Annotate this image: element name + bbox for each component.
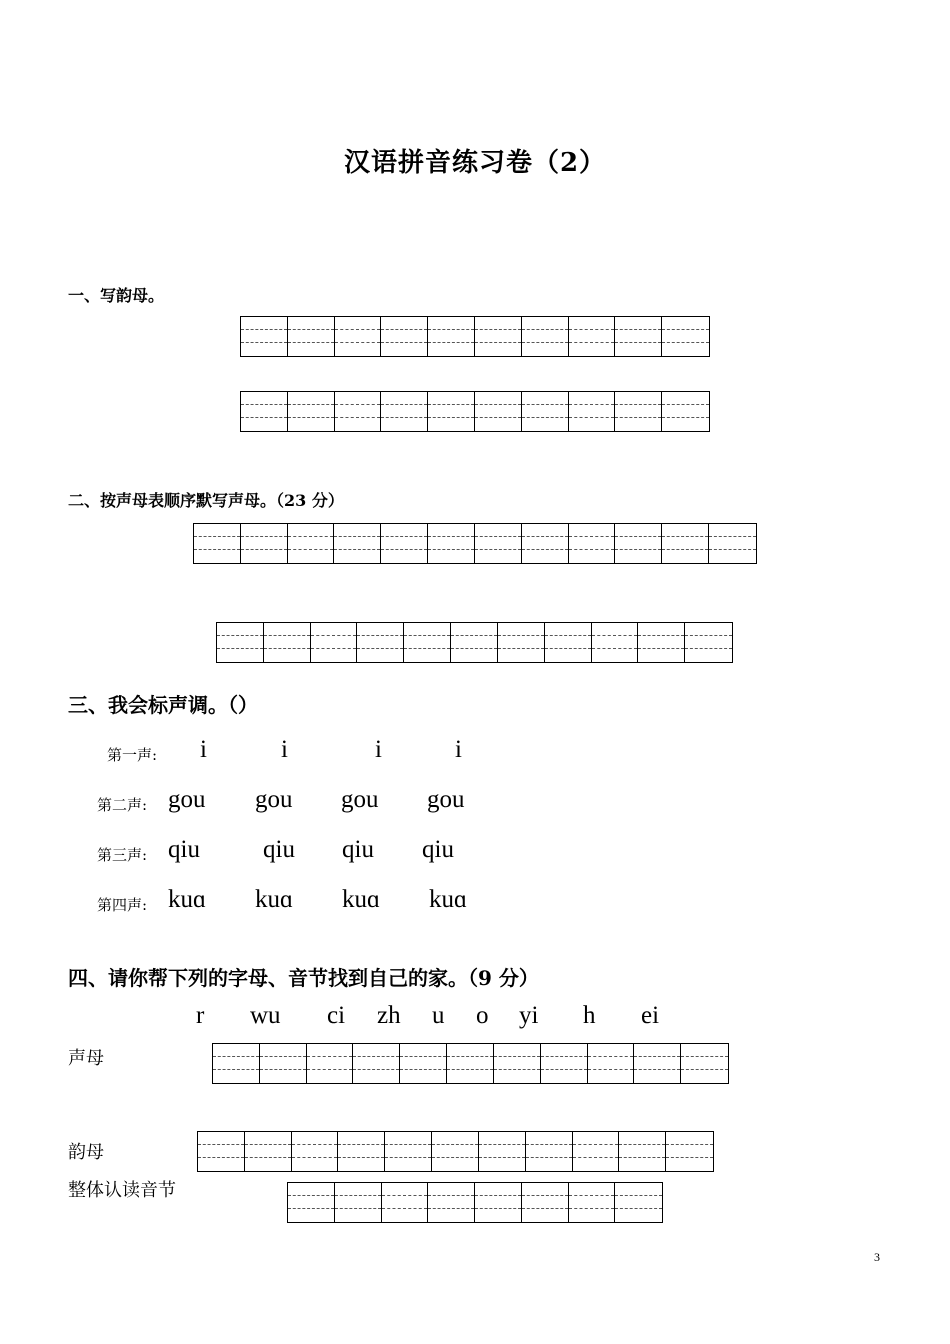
writing-cell[interactable] <box>292 1132 339 1171</box>
finals-label: 韵母 <box>68 1142 104 1163</box>
writing-cell[interactable] <box>592 623 639 662</box>
pinyin-item: i <box>281 736 288 763</box>
initials-grid[interactable] <box>212 1043 729 1084</box>
finals-grid[interactable] <box>197 1131 714 1172</box>
writing-cell[interactable] <box>198 1132 245 1171</box>
writing-cell[interactable] <box>666 1132 713 1171</box>
writing-cell[interactable] <box>522 1183 569 1222</box>
sort-letter: ei <box>641 1002 660 1029</box>
pinyin-item: i <box>455 736 462 763</box>
tone-row-label: 第一声: <box>107 746 158 764</box>
writing-cell[interactable] <box>288 317 335 356</box>
writing-cell[interactable] <box>634 1044 681 1083</box>
section-2-heading: 二、按声母表顺序默写声母。（23 分） <box>68 491 344 510</box>
writing-cell[interactable] <box>475 1183 522 1222</box>
writing-cell[interactable] <box>432 1132 479 1171</box>
writing-grid[interactable] <box>193 523 757 564</box>
writing-cell[interactable] <box>241 317 288 356</box>
writing-cell[interactable] <box>288 392 335 431</box>
pinyin-item: gou <box>255 786 293 813</box>
writing-cell[interactable] <box>615 1183 662 1222</box>
writing-cell[interactable] <box>335 317 382 356</box>
writing-cell[interactable] <box>381 392 428 431</box>
whole-syllables-grid[interactable] <box>287 1182 663 1223</box>
writing-cell[interactable] <box>475 392 522 431</box>
pinyin-item: kuɑ <box>255 886 294 913</box>
writing-cell[interactable] <box>307 1044 354 1083</box>
writing-cell[interactable] <box>428 317 475 356</box>
writing-cell[interactable] <box>260 1044 307 1083</box>
writing-cell[interactable] <box>526 1132 573 1171</box>
writing-cell[interactable] <box>241 392 288 431</box>
page-number: 3 <box>874 1250 880 1264</box>
writing-cell[interactable] <box>522 317 569 356</box>
writing-grid[interactable] <box>240 391 710 432</box>
writing-cell[interactable] <box>288 1183 335 1222</box>
writing-cell[interactable] <box>385 1132 432 1171</box>
writing-cell[interactable] <box>638 623 685 662</box>
tone-row-label: 第二声: <box>97 796 148 814</box>
pinyin-item: kuɑ <box>342 886 381 913</box>
pinyin-item: kuɑ <box>429 886 468 913</box>
writing-cell[interactable] <box>681 1044 728 1083</box>
writing-cell[interactable] <box>619 1132 666 1171</box>
writing-cell[interactable] <box>194 524 241 563</box>
writing-cell[interactable] <box>475 317 522 356</box>
writing-cell[interactable] <box>479 1132 526 1171</box>
initials-label: 声母 <box>68 1048 104 1069</box>
sort-letter: h <box>583 1002 596 1029</box>
sort-letter: u <box>432 1002 445 1029</box>
pinyin-item: kuɑ <box>168 886 207 913</box>
writing-cell[interactable] <box>451 623 498 662</box>
writing-cell[interactable] <box>213 1044 260 1083</box>
writing-cell[interactable] <box>685 623 732 662</box>
writing-cell[interactable] <box>288 524 335 563</box>
writing-cell[interactable] <box>615 317 662 356</box>
section-3-heading: 三、我会标声调。（） <box>68 693 258 717</box>
tone-row-label: 第三声: <box>97 846 148 864</box>
writing-cell[interactable] <box>615 392 662 431</box>
writing-cell[interactable] <box>335 392 382 431</box>
writing-cell[interactable] <box>494 1044 541 1083</box>
writing-grid[interactable] <box>216 622 733 663</box>
writing-cell[interactable] <box>662 524 709 563</box>
writing-cell[interactable] <box>264 623 311 662</box>
writing-cell[interactable] <box>498 623 545 662</box>
writing-cell[interactable] <box>428 524 475 563</box>
section-4-heading: 四、请你帮下列的字母、音节找到自己的家。（9 分） <box>68 966 539 990</box>
sort-letter: ci <box>327 1002 346 1029</box>
writing-cell[interactable] <box>428 392 475 431</box>
pinyin-item: i <box>200 736 207 763</box>
writing-cell[interactable] <box>569 524 616 563</box>
pinyin-item: qiu <box>168 836 200 863</box>
whole-syllables-label: 整体认读音节 <box>68 1180 176 1201</box>
writing-cell[interactable] <box>311 623 358 662</box>
writing-cell[interactable] <box>569 317 616 356</box>
sort-letter: zh <box>377 1002 401 1029</box>
sort-letter: r <box>196 1002 205 1029</box>
section-1-heading: 一、写韵母。 <box>68 286 165 305</box>
writing-cell[interactable] <box>569 1183 616 1222</box>
writing-cell[interactable] <box>569 392 616 431</box>
writing-cell[interactable] <box>522 524 569 563</box>
pinyin-item: gou <box>427 786 465 813</box>
pinyin-item: qiu <box>263 836 295 863</box>
writing-cell[interactable] <box>588 1044 635 1083</box>
writing-cell[interactable] <box>573 1132 620 1171</box>
writing-cell[interactable] <box>382 1183 429 1222</box>
writing-cell[interactable] <box>357 623 404 662</box>
pinyin-item: i <box>375 736 382 763</box>
writing-cell[interactable] <box>217 623 264 662</box>
writing-cell[interactable] <box>400 1044 447 1083</box>
writing-cell[interactable] <box>522 392 569 431</box>
writing-cell[interactable] <box>662 392 709 431</box>
writing-cell[interactable] <box>541 1044 588 1083</box>
writing-cell[interactable] <box>662 317 709 356</box>
writing-cell[interactable] <box>428 1183 475 1222</box>
page-title: 汉语拼音练习卷（2） <box>343 148 607 178</box>
writing-cell[interactable] <box>334 524 381 563</box>
writing-cell[interactable] <box>381 317 428 356</box>
pinyin-item: qiu <box>342 836 374 863</box>
tone-row-label: 第四声: <box>97 896 148 914</box>
sort-letter: yi <box>519 1002 539 1029</box>
writing-cell[interactable] <box>447 1044 494 1083</box>
writing-cell[interactable] <box>545 623 592 662</box>
pinyin-item: qiu <box>422 836 454 863</box>
writing-cell[interactable] <box>709 524 756 563</box>
writing-cell[interactable] <box>241 524 288 563</box>
writing-cell[interactable] <box>338 1132 385 1171</box>
pinyin-item: gou <box>341 786 379 813</box>
writing-cell[interactable] <box>353 1044 400 1083</box>
writing-cell[interactable] <box>335 1183 382 1222</box>
sort-letter: wu <box>250 1002 281 1029</box>
writing-cell[interactable] <box>404 623 451 662</box>
writing-cell[interactable] <box>615 524 662 563</box>
writing-cell[interactable] <box>381 524 428 563</box>
pinyin-item: gou <box>168 786 206 813</box>
sort-letter: o <box>476 1002 489 1029</box>
writing-cell[interactable] <box>245 1132 292 1171</box>
writing-grid[interactable] <box>240 316 710 357</box>
writing-cell[interactable] <box>475 524 522 563</box>
